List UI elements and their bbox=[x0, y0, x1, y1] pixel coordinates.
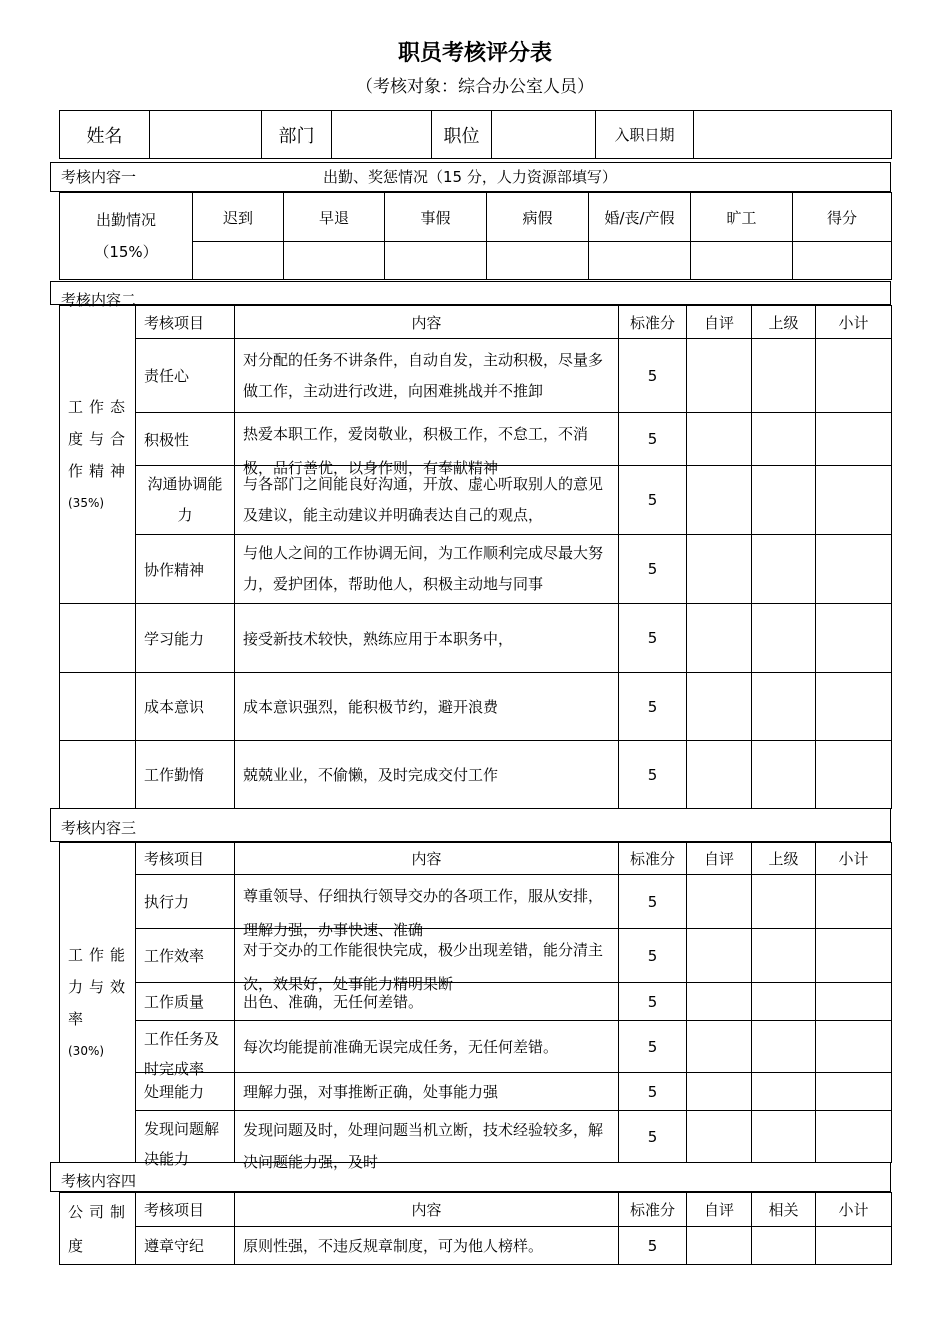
attendance-group-label: 出勤情况 bbox=[95, 211, 156, 229]
discipline-table bbox=[59, 1192, 892, 1265]
supervisor-field[interactable] bbox=[752, 466, 816, 535]
section2-label: 考核内容二 bbox=[61, 291, 137, 309]
col-special-leave: 婚/丧/产假 bbox=[589, 193, 691, 242]
self-eval-field[interactable] bbox=[687, 673, 752, 741]
subtotal-field[interactable] bbox=[816, 1227, 892, 1265]
special-leave-field[interactable] bbox=[589, 242, 691, 280]
row-item: 工作勤惰 bbox=[136, 741, 235, 809]
attendance-group-weight: （15%） bbox=[94, 243, 158, 261]
row-item: 工作任务及时完成率 bbox=[144, 1029, 220, 1078]
section1-desc: 出勤、奖惩情况（15 分，人力资源部填写） bbox=[323, 168, 617, 186]
self-eval-field[interactable] bbox=[687, 1227, 752, 1265]
attitude-group-weight: (35%) bbox=[68, 495, 105, 510]
subtotal-field[interactable] bbox=[816, 535, 892, 604]
personal-leave-field[interactable] bbox=[385, 242, 487, 280]
supervisor-field[interactable] bbox=[752, 1021, 816, 1073]
row-content-cell bbox=[235, 339, 619, 413]
subtotal-field[interactable] bbox=[816, 1021, 892, 1073]
supervisor-field[interactable] bbox=[752, 1073, 816, 1111]
header-item: 考核项目 bbox=[136, 843, 235, 875]
position-label: 职位 bbox=[432, 111, 492, 159]
late-field[interactable] bbox=[193, 242, 284, 280]
subtotal-field[interactable] bbox=[816, 741, 892, 809]
header-related: 相关 bbox=[752, 1193, 816, 1227]
ability-group-label: 工作能力与效率 bbox=[68, 945, 132, 1028]
row-standard-score: 5 bbox=[619, 413, 687, 466]
self-eval-field[interactable] bbox=[687, 604, 752, 673]
row-content: 兢兢业业，不偷懒，及时完成交付工作 bbox=[235, 741, 619, 809]
row-item: 积极性 bbox=[136, 413, 235, 466]
row-content: 发现问题及时，处理问题当机立断，技术经验较多，解决问题能力强，及时 bbox=[243, 1120, 604, 1171]
row-item: 发现问题解决能力 bbox=[144, 1119, 220, 1168]
row-standard-score: 5 bbox=[619, 673, 687, 741]
ability-table bbox=[59, 842, 892, 1171]
header-supervisor: 上级 bbox=[752, 843, 816, 875]
employee-info-table bbox=[59, 110, 892, 159]
supervisor-field[interactable] bbox=[752, 1111, 816, 1163]
row-item: 沟通协调能力 bbox=[136, 466, 235, 535]
row-content-cell bbox=[235, 535, 619, 604]
row-content: 与他人之间的工作协调无间，为工作顺利完成尽最大努力，爱护团体，帮助他人，积极主动地与同事 bbox=[243, 544, 604, 593]
ability-group-cell bbox=[60, 843, 136, 1163]
row-content: 理解力强，对事推断正确，处事能力强 bbox=[235, 1073, 619, 1111]
self-eval-field[interactable] bbox=[687, 875, 752, 929]
header-subtotal: 小计 bbox=[816, 843, 892, 875]
col-absent: 旷工 bbox=[691, 193, 793, 242]
header-subtotal: 小计 bbox=[816, 1193, 892, 1227]
dept-field[interactable] bbox=[332, 111, 432, 159]
row-content: 出色、准确，无任何差错。 bbox=[235, 983, 619, 1021]
subtotal-field[interactable] bbox=[816, 339, 892, 413]
name-field[interactable] bbox=[150, 111, 262, 159]
header-content: 内容 bbox=[235, 843, 619, 875]
row-item: 责任心 bbox=[136, 339, 235, 413]
supervisor-field[interactable] bbox=[752, 929, 816, 983]
col-early-leave: 早退 bbox=[284, 193, 385, 242]
supervisor-field[interactable] bbox=[752, 413, 816, 466]
row-item-cell bbox=[136, 1111, 235, 1168]
row-content: 对于交办的工作能很快完成，极少出现差错，能分清主次，效果好，处事能力精明果断 bbox=[243, 940, 604, 993]
row-content: 尊重领导、仔细执行领导交办的各项工作，服从安排，理解力强，办事快速、准确 bbox=[243, 886, 604, 939]
row-item: 遵章守纪 bbox=[136, 1227, 235, 1265]
discipline-group-label: 公司制度 bbox=[68, 1202, 132, 1255]
supervisor-field[interactable] bbox=[752, 535, 816, 604]
group-blank-cell bbox=[60, 673, 136, 741]
row-item: 工作质量 bbox=[136, 983, 235, 1021]
subtotal-field[interactable] bbox=[816, 983, 892, 1021]
row-content: 每次均能提前准确无误完成任务，无任何差错。 bbox=[235, 1021, 619, 1073]
header-subtotal: 小计 bbox=[816, 306, 892, 339]
row-standard-score: 5 bbox=[619, 983, 687, 1021]
row-content: 对分配的任务不讲条件，自动自发，主动积极，尽量多做工作，主动进行改进，向困难挑战并不推卸 bbox=[243, 350, 604, 400]
subtotal-field[interactable] bbox=[816, 673, 892, 741]
group-blank-cell bbox=[60, 604, 136, 673]
position-field[interactable] bbox=[492, 111, 596, 159]
ability-group-weight: (30%) bbox=[68, 1043, 105, 1058]
section1-label: 考核内容一 bbox=[61, 168, 137, 186]
section2-header bbox=[50, 281, 891, 309]
related-field[interactable] bbox=[752, 1227, 816, 1265]
row-standard-score: 5 bbox=[619, 1227, 687, 1265]
row-content-cell bbox=[235, 1111, 619, 1171]
row-item: 学习能力 bbox=[136, 604, 235, 673]
row-item: 工作效率 bbox=[136, 929, 235, 983]
entry-date-label: 入职日期 bbox=[596, 111, 694, 159]
row-content-cell bbox=[235, 875, 619, 939]
header-content: 内容 bbox=[235, 1193, 619, 1227]
row-item-cell bbox=[136, 1021, 235, 1078]
section3-header bbox=[50, 808, 891, 842]
subtotal-field[interactable] bbox=[816, 466, 892, 535]
self-eval-field[interactable] bbox=[687, 413, 752, 466]
early-leave-field[interactable] bbox=[284, 242, 385, 280]
row-content: 成本意识强烈，能积极节约，避开浪费 bbox=[235, 673, 619, 741]
col-personal-leave: 事假 bbox=[385, 193, 487, 242]
row-item: 执行力 bbox=[136, 875, 235, 929]
self-eval-field[interactable] bbox=[687, 929, 752, 983]
supervisor-field[interactable] bbox=[752, 983, 816, 1021]
discipline-group-cell bbox=[60, 1193, 136, 1265]
row-content-cell bbox=[235, 413, 619, 477]
self-eval-field[interactable] bbox=[687, 1111, 752, 1163]
section4-header bbox=[50, 1162, 891, 1192]
header-content: 内容 bbox=[235, 306, 619, 339]
supervisor-field[interactable] bbox=[752, 673, 816, 741]
attitude-table bbox=[59, 305, 892, 809]
section1-header bbox=[50, 162, 891, 192]
attendance-table bbox=[59, 192, 892, 280]
entry-date-field[interactable] bbox=[694, 111, 892, 159]
row-standard-score: 5 bbox=[619, 929, 687, 983]
name-label: 姓名 bbox=[60, 111, 150, 159]
row-standard-score: 5 bbox=[619, 875, 687, 929]
subtotal-field[interactable] bbox=[816, 604, 892, 673]
header-self-eval: 自评 bbox=[687, 1193, 752, 1227]
row-standard-score: 5 bbox=[619, 339, 687, 413]
page-title: 职员考核评分表 bbox=[397, 41, 552, 66]
subtotal-field[interactable] bbox=[816, 929, 892, 983]
header-supervisor: 上级 bbox=[752, 306, 816, 339]
row-content: 接受新技术较快，熟练应用于本职务中， bbox=[235, 604, 619, 673]
row-standard-score: 5 bbox=[619, 604, 687, 673]
header-standard-score: 标准分 bbox=[619, 1193, 687, 1227]
header-self-eval: 自评 bbox=[687, 843, 752, 875]
row-content-cell bbox=[235, 466, 619, 535]
self-eval-field[interactable] bbox=[687, 466, 752, 535]
header-self-eval: 自评 bbox=[687, 306, 752, 339]
subtotal-field[interactable] bbox=[816, 875, 892, 929]
sick-leave-field[interactable] bbox=[487, 242, 589, 280]
attitude-group-label: 工作态度与合作精神 bbox=[68, 397, 132, 480]
row-content: 原则性强，不违反规章制度，可为他人榜样。 bbox=[235, 1227, 619, 1265]
page-subtitle: （考核对象：综合办公室人员） bbox=[356, 77, 594, 97]
header-item: 考核项目 bbox=[136, 306, 235, 339]
subtotal-field[interactable] bbox=[816, 1111, 892, 1163]
supervisor-field[interactable] bbox=[752, 604, 816, 673]
attendance-score-field[interactable] bbox=[793, 242, 892, 280]
row-item: 处理能力 bbox=[136, 1073, 235, 1111]
section3-label: 考核内容三 bbox=[61, 819, 137, 837]
row-standard-score: 5 bbox=[619, 741, 687, 809]
self-eval-field[interactable] bbox=[687, 339, 752, 413]
header-standard-score: 标准分 bbox=[619, 306, 687, 339]
attendance-group-cell bbox=[60, 193, 193, 280]
row-content-cell bbox=[235, 929, 619, 993]
row-content: 热爱本职工作，爱岗敬业，积极工作，不怠工，不消极，品行善优，以身作则，有奉献精神 bbox=[243, 425, 589, 477]
section4-label: 考核内容四 bbox=[61, 1172, 137, 1190]
absent-field[interactable] bbox=[691, 242, 793, 280]
self-eval-field[interactable] bbox=[687, 1021, 752, 1073]
row-standard-score: 5 bbox=[619, 1021, 687, 1073]
supervisor-field[interactable] bbox=[752, 339, 816, 413]
row-standard-score: 5 bbox=[619, 535, 687, 604]
row-content: 与各部门之间能良好沟通，开放、虚心听取别人的意见及建议，能主动建议并明确表达自己的观点， bbox=[243, 475, 604, 524]
dept-label: 部门 bbox=[262, 111, 332, 159]
self-eval-field[interactable] bbox=[687, 1073, 752, 1111]
row-item: 协作精神 bbox=[136, 535, 235, 604]
self-eval-field[interactable] bbox=[687, 741, 752, 809]
header-standard-score: 标准分 bbox=[619, 843, 687, 875]
attitude-group-cell bbox=[60, 306, 136, 604]
subtotal-field[interactable] bbox=[816, 1073, 892, 1111]
group-blank-cell bbox=[60, 741, 136, 809]
self-eval-field[interactable] bbox=[687, 983, 752, 1021]
row-standard-score: 5 bbox=[619, 466, 687, 535]
row-standard-score: 5 bbox=[619, 1111, 687, 1163]
row-standard-score: 5 bbox=[619, 1073, 687, 1111]
subtotal-field[interactable] bbox=[816, 413, 892, 466]
col-late: 迟到 bbox=[193, 193, 284, 242]
col-sick-leave: 病假 bbox=[487, 193, 589, 242]
col-score: 得分 bbox=[793, 193, 892, 242]
supervisor-field[interactable] bbox=[752, 875, 816, 929]
supervisor-field[interactable] bbox=[752, 741, 816, 809]
header-item: 考核项目 bbox=[136, 1193, 235, 1227]
self-eval-field[interactable] bbox=[687, 535, 752, 604]
row-item: 成本意识 bbox=[136, 673, 235, 741]
